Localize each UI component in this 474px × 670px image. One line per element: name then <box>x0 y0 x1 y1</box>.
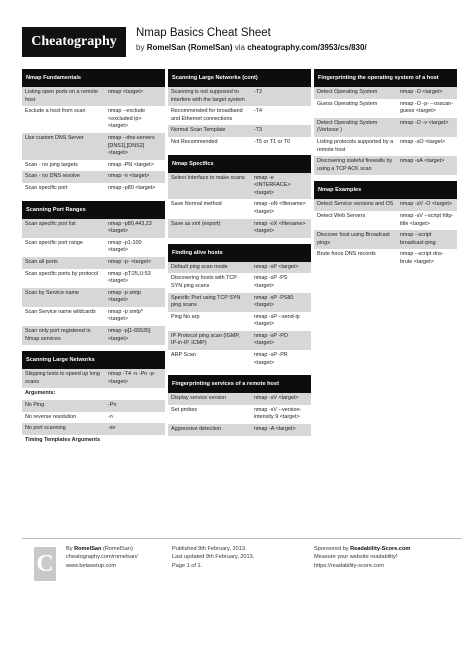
row-command: -n <box>107 413 113 420</box>
row-command: nmap -n <target> <box>105 171 165 183</box>
row-command: nmap -sP -PR <target> <box>253 352 288 366</box>
via-text: via <box>234 43 245 52</box>
row-command: nmap -T4 -n -Pn -p- <target> <box>105 369 165 388</box>
table-row <box>22 171 165 183</box>
row-description: Guess Operating System <box>317 100 378 107</box>
row-command: nmap -p80 <target> <box>107 184 156 191</box>
row-description: Scan specific ports by protocol <box>25 270 99 277</box>
page-title: Nmap Basics Cheat Sheet <box>136 27 271 39</box>
row-description: Scan - no DNS resolve <box>22 171 105 183</box>
row-command: nmap -sP -PS80 <target> <box>251 293 311 312</box>
table-row <box>314 118 457 137</box>
section-title: Scanning Port Ranges <box>22 201 165 219</box>
row-description: Discovering hosts with TCP SYN ping scans <box>171 275 237 289</box>
table-row <box>168 262 311 274</box>
row-command <box>105 388 165 400</box>
row-description: Aggressive detection <box>168 424 251 436</box>
table-row <box>22 400 165 412</box>
page-subtitle <box>136 43 367 52</box>
row-command: nmap -p smtp* <target> <box>107 308 143 323</box>
row-command: -Pn <box>105 400 165 412</box>
row-command: nmap -p smtp <target> <box>105 288 165 307</box>
row-description: Not Recommended <box>171 138 218 145</box>
section-box <box>22 201 165 346</box>
row-command: -T5 or T1 or T0 <box>253 138 290 145</box>
section-title: Fingerprinting the operating system of a host <box>314 69 457 87</box>
table-row <box>168 350 311 369</box>
footer-author-handle: (RomelSan) <box>103 546 133 552</box>
row-description: Detect Web Servers <box>317 212 366 219</box>
row-description: Ping No arp <box>171 313 200 320</box>
table-row <box>168 312 311 331</box>
section-box <box>168 375 311 435</box>
table-row <box>22 219 165 238</box>
row-command: -T3 <box>251 125 311 137</box>
footer-page: Page 1 of 1. <box>172 562 203 569</box>
table-row <box>22 307 165 326</box>
page-footer <box>22 538 462 587</box>
footer-sponsor-tagline: Measure your website readability! <box>314 554 398 561</box>
table-row <box>314 199 457 211</box>
row-command: nmap -p80,443,23 <target> <box>105 219 165 238</box>
table-row <box>168 87 311 106</box>
table-row <box>168 273 311 292</box>
footer-author-website-link[interactable]: www.betasetup.com <box>66 562 117 569</box>
table-row <box>22 160 165 172</box>
row-command: nmap -sV --version-intensity 9 <target> <box>253 406 302 421</box>
section-title: Finding alive hosts <box>168 244 311 262</box>
row-description: Specific Port using TCP SYN ping scans <box>168 293 251 312</box>
table-row <box>314 230 457 249</box>
table-row <box>22 369 165 388</box>
row-description: Default ping scan mode <box>168 262 251 274</box>
row-description: Listing open ports on a remote host <box>22 87 105 106</box>
row-description: Scan - no ping targets <box>25 161 78 168</box>
section-title: Fingerprinting services of a remote host <box>168 375 311 393</box>
footer-sponsor <box>314 545 410 570</box>
row-description: Select Interface to make scans <box>168 173 251 200</box>
row-command: -T2 <box>251 87 311 106</box>
row-description: IP Protocol ping scan (IGMP, IP-in-IP, ICMP) <box>168 331 251 350</box>
footer-published: Published 9th February, 2013. <box>172 546 247 552</box>
row-command: nmap -oN <filename> <target> <box>253 201 306 215</box>
table-row <box>22 269 165 288</box>
row-command: nmap -sV <target> <box>251 393 311 405</box>
page-header <box>0 0 474 62</box>
table-row <box>22 326 165 345</box>
section-table <box>22 87 165 195</box>
sheet-url-link[interactable]: cheatography.com/3953/cs/830/ <box>247 43 367 52</box>
row-command: nmap <target> <box>105 87 165 106</box>
table-row <box>168 331 311 350</box>
row-command: nmap -pT:25,U:53 <target> <box>107 270 151 285</box>
section-table <box>168 393 311 435</box>
table-row <box>22 412 165 424</box>
row-description: Detect Service versions and OS <box>314 199 397 211</box>
table-row <box>168 393 311 405</box>
table-row <box>168 405 311 424</box>
table-row <box>168 173 311 200</box>
table-row <box>168 424 311 436</box>
row-description: Scan only port registered in Nmap services <box>22 326 105 345</box>
row-command <box>105 435 165 447</box>
table-row <box>168 106 311 125</box>
table-row <box>314 99 457 118</box>
section-table <box>22 219 165 346</box>
row-description: Skipping tests to speed up long scans <box>22 369 105 388</box>
table-row <box>168 137 311 149</box>
row-command: nmap -O -v <target> <box>397 118 457 137</box>
table-row <box>314 156 457 175</box>
row-description: No port scanning <box>22 423 105 435</box>
footer-author <box>66 545 138 570</box>
row-description: Scanning is not supposed to interfere with the target system <box>168 87 251 106</box>
row-command: nmap -e <INTERFACE> <target> <box>251 173 311 200</box>
table-row <box>22 133 165 160</box>
row-command: nmap -sP -PO <target> <box>251 331 311 350</box>
footer-updated: Last updated 9th February, 2013. <box>172 554 255 561</box>
section-table <box>314 87 457 175</box>
section-table <box>168 87 311 149</box>
footer-by: By <box>66 546 73 552</box>
row-command: nmap -sO <target> <box>399 138 446 145</box>
section-title: Scanning Large Networks <box>22 351 165 369</box>
row-description: Detect Operating System (Verbose ) <box>314 118 397 137</box>
row-command: nmap -sP --send-ip <target> <box>253 313 300 328</box>
section-box <box>314 181 457 268</box>
footer-publish-info <box>172 545 254 570</box>
row-command: nmap -sV -O <target> <box>397 199 457 211</box>
by-prefix: by <box>136 43 145 52</box>
row-description: Display service version <box>168 393 251 405</box>
row-description: Discover host using Broadcast pings <box>314 230 397 249</box>
footer-author-profile-link[interactable]: cheatography.com/romelsan/ <box>66 554 138 561</box>
row-command: nmap --dns-servers [DNS1],[DNS2] <target> <box>105 133 165 160</box>
row-command: nmap -p- <target> <box>105 257 165 269</box>
section-table <box>22 369 165 446</box>
footer-author-name[interactable]: RomelSan <box>74 546 102 552</box>
row-command: nmap --script broadcast-ping <box>397 230 457 249</box>
row-command: nmap --exclude <excluded ip> <target> <box>107 108 146 130</box>
row-description: Save as xml (export) <box>168 219 251 238</box>
cheatography-logo[interactable]: Cheatography <box>22 27 126 57</box>
row-description: Save Normal method <box>171 201 222 208</box>
footer-sponsor-prefix: Sponsored by <box>314 546 349 552</box>
row-command: nmap -PN <target> <box>107 161 154 168</box>
row-command: -T4 <box>253 108 263 115</box>
column-1 <box>22 69 165 452</box>
section-table <box>168 173 311 238</box>
row-command: nmap -sP <target> <box>251 262 311 274</box>
row-description: Arguments: <box>25 390 56 397</box>
row-description: Use custom DNS Server <box>22 133 105 160</box>
row-command: nmap -sP -PS <target> <box>253 275 288 289</box>
section-box <box>314 69 457 175</box>
author-link[interactable]: RomelSan (RomelSan) <box>146 43 233 52</box>
section-box <box>22 69 165 195</box>
section-box <box>22 351 165 446</box>
table-row <box>168 293 311 312</box>
row-description: Scan Service name wildcards <box>25 308 96 315</box>
section-table <box>168 262 311 370</box>
footer-sponsor-name[interactable]: Readability-Score.com <box>350 546 411 552</box>
section-table <box>314 199 457 268</box>
row-description: ARP Scan <box>171 352 196 359</box>
row-description: Scan all ports <box>22 257 105 269</box>
row-description: No reverse resolution <box>25 413 77 420</box>
table-row <box>168 125 311 137</box>
section-title: Nmap Examples <box>314 181 457 199</box>
row-command: nmap -p1-100 <target> <box>107 239 142 254</box>
section-title: Nmap Specifics <box>168 155 311 173</box>
row-description: Scan specific port range <box>25 239 83 246</box>
column-3 <box>314 69 457 275</box>
row-command: -sn <box>105 423 165 435</box>
row-description: Detect Operating System <box>314 87 397 99</box>
table-row <box>22 238 165 257</box>
row-description: Set probes <box>171 406 198 413</box>
row-description: Brute force DNS records <box>317 251 376 258</box>
table-row <box>168 199 311 218</box>
row-description: Scan by Service name <box>22 288 105 307</box>
row-description: Normal Scan Template <box>168 125 251 137</box>
section-box <box>168 244 311 370</box>
table-row <box>22 423 165 435</box>
row-command: nmap -O <target> <box>397 87 457 99</box>
footer-sponsor-link[interactable]: https://readability-score.com <box>314 562 384 569</box>
table-row <box>22 435 165 447</box>
table-row <box>22 183 165 195</box>
table-row <box>22 388 165 400</box>
row-description: Exclude a host from scan <box>25 108 86 115</box>
row-description: Discovering stateful firewalls by using a TCP ACK scan <box>314 156 397 175</box>
row-description: Scan specific port list <box>22 219 105 238</box>
row-command: nmap -O -p- --osscan-guess <target> <box>399 100 453 115</box>
table-row <box>314 211 457 230</box>
row-description: Scan specific port <box>25 184 68 191</box>
row-description: No Ping <box>22 400 105 412</box>
section-title: Nmap Fundamentals <box>22 69 165 87</box>
row-command: nmap -A <target> <box>251 424 311 436</box>
table-row <box>314 249 457 268</box>
row-description: Recommended for broadband and Ethernet connections <box>171 108 243 122</box>
section-box <box>168 69 311 149</box>
row-command: nmap -p[1-65535] <target> <box>105 326 165 345</box>
row-command: nmap -sA <target> <box>397 156 457 175</box>
cheatography-mark-icon: C <box>34 547 56 581</box>
row-command: nmap --script dns-brute <target> <box>399 251 444 265</box>
section-box <box>168 155 311 238</box>
table-row <box>22 106 165 133</box>
table-row <box>314 137 457 156</box>
column-2 <box>168 69 311 442</box>
table-row <box>22 257 165 269</box>
row-description: Listing protocols supported by a remote host <box>317 138 394 153</box>
row-description: Timing Templates Arguments <box>25 436 101 443</box>
row-command: nmap -oX <filename> <target> <box>251 219 311 238</box>
table-row <box>22 288 165 307</box>
section-title: Scanning Large Networks (cont) <box>168 69 311 87</box>
table-row <box>22 87 165 106</box>
row-command: nmap -sV --script http-title <target> <box>399 212 454 227</box>
table-row <box>168 219 311 238</box>
table-row <box>314 87 457 99</box>
